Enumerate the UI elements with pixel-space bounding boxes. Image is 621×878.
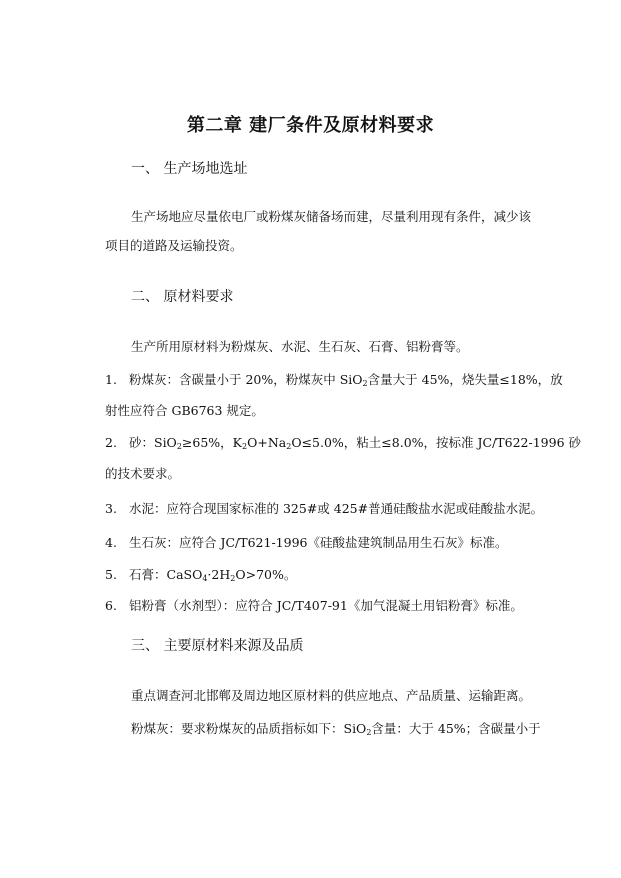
section3-paragraph1: 重点调查河北邯郸及周边地区原材料的供应地点、产品质量、运输距离。 (131, 688, 532, 703)
list-item-number: 1. (105, 372, 117, 387)
list-item-2-line2: 的技术要求。 (105, 466, 181, 481)
list-item-number: 4. (105, 535, 117, 550)
list-item-1-line2: 射性应符合 GB6763 规定。 (105, 403, 264, 418)
list-item-number: 3. (105, 501, 117, 516)
list-item-3: 3. 水泥：应符合现国家标准的 325#或 425#普通硅酸盐水泥或硅酸盐水泥。 (105, 501, 544, 516)
chapter-title: 第二章 建厂条件及原材料要求 (186, 115, 435, 136)
section1-heading: 一、 生产场地选址 (131, 161, 248, 177)
list-item-4: 4. 生石灰：应符合 JC/T621-1996《硅酸盐建筑制品用生石灰》标准。 (105, 535, 508, 550)
section2-heading: 二、 原材料要求 (131, 289, 234, 305)
list-item-5: 5. 石膏：$CaSO_4\cdot 2H_2O>70\%$。 (105, 567, 297, 583)
section3-heading: 三、 主要原材料来源及品质 (131, 638, 304, 654)
list-item-1: 1. 粉煤灰：含碳量小于 20%，粉煤灰中 SiO$_2$含量大于 45%，烧失量≤18%，放 (105, 372, 563, 388)
section2-intro: 生产所用原材料为粉煤灰、水泥、生石灰、石膏、铝粉膏等。 (131, 339, 469, 354)
list-item-number: 6. (105, 598, 117, 613)
section1-paragraph-line1: 生产场地应尽量依电厂或粉煤灰储备场而建，尽量利用现有条件，减少该 (131, 209, 532, 224)
list-item-number: 5. (105, 567, 117, 582)
section1-paragraph-line2: 项目的道路及运输投资。 (105, 238, 243, 253)
section3-paragraph2: 粉煤灰：要求粉煤灰的品质指标如下：SiO$_2$含量：大于 45%；含碳量小于 (131, 721, 541, 737)
list-item-2: 2. 砂：SiO$_2$≥65%，$K_2O+Na_2O\le 5.0\%$，粘土≤8.0%，按标准 JC/T622-1996 砂 (105, 435, 582, 451)
list-item-6: 6. 铝粉膏（水剂型）：应符合 JC/T407-91《加气混凝土用铝粉膏》标准。 (105, 598, 523, 613)
list-item-number: 2. (105, 435, 117, 450)
